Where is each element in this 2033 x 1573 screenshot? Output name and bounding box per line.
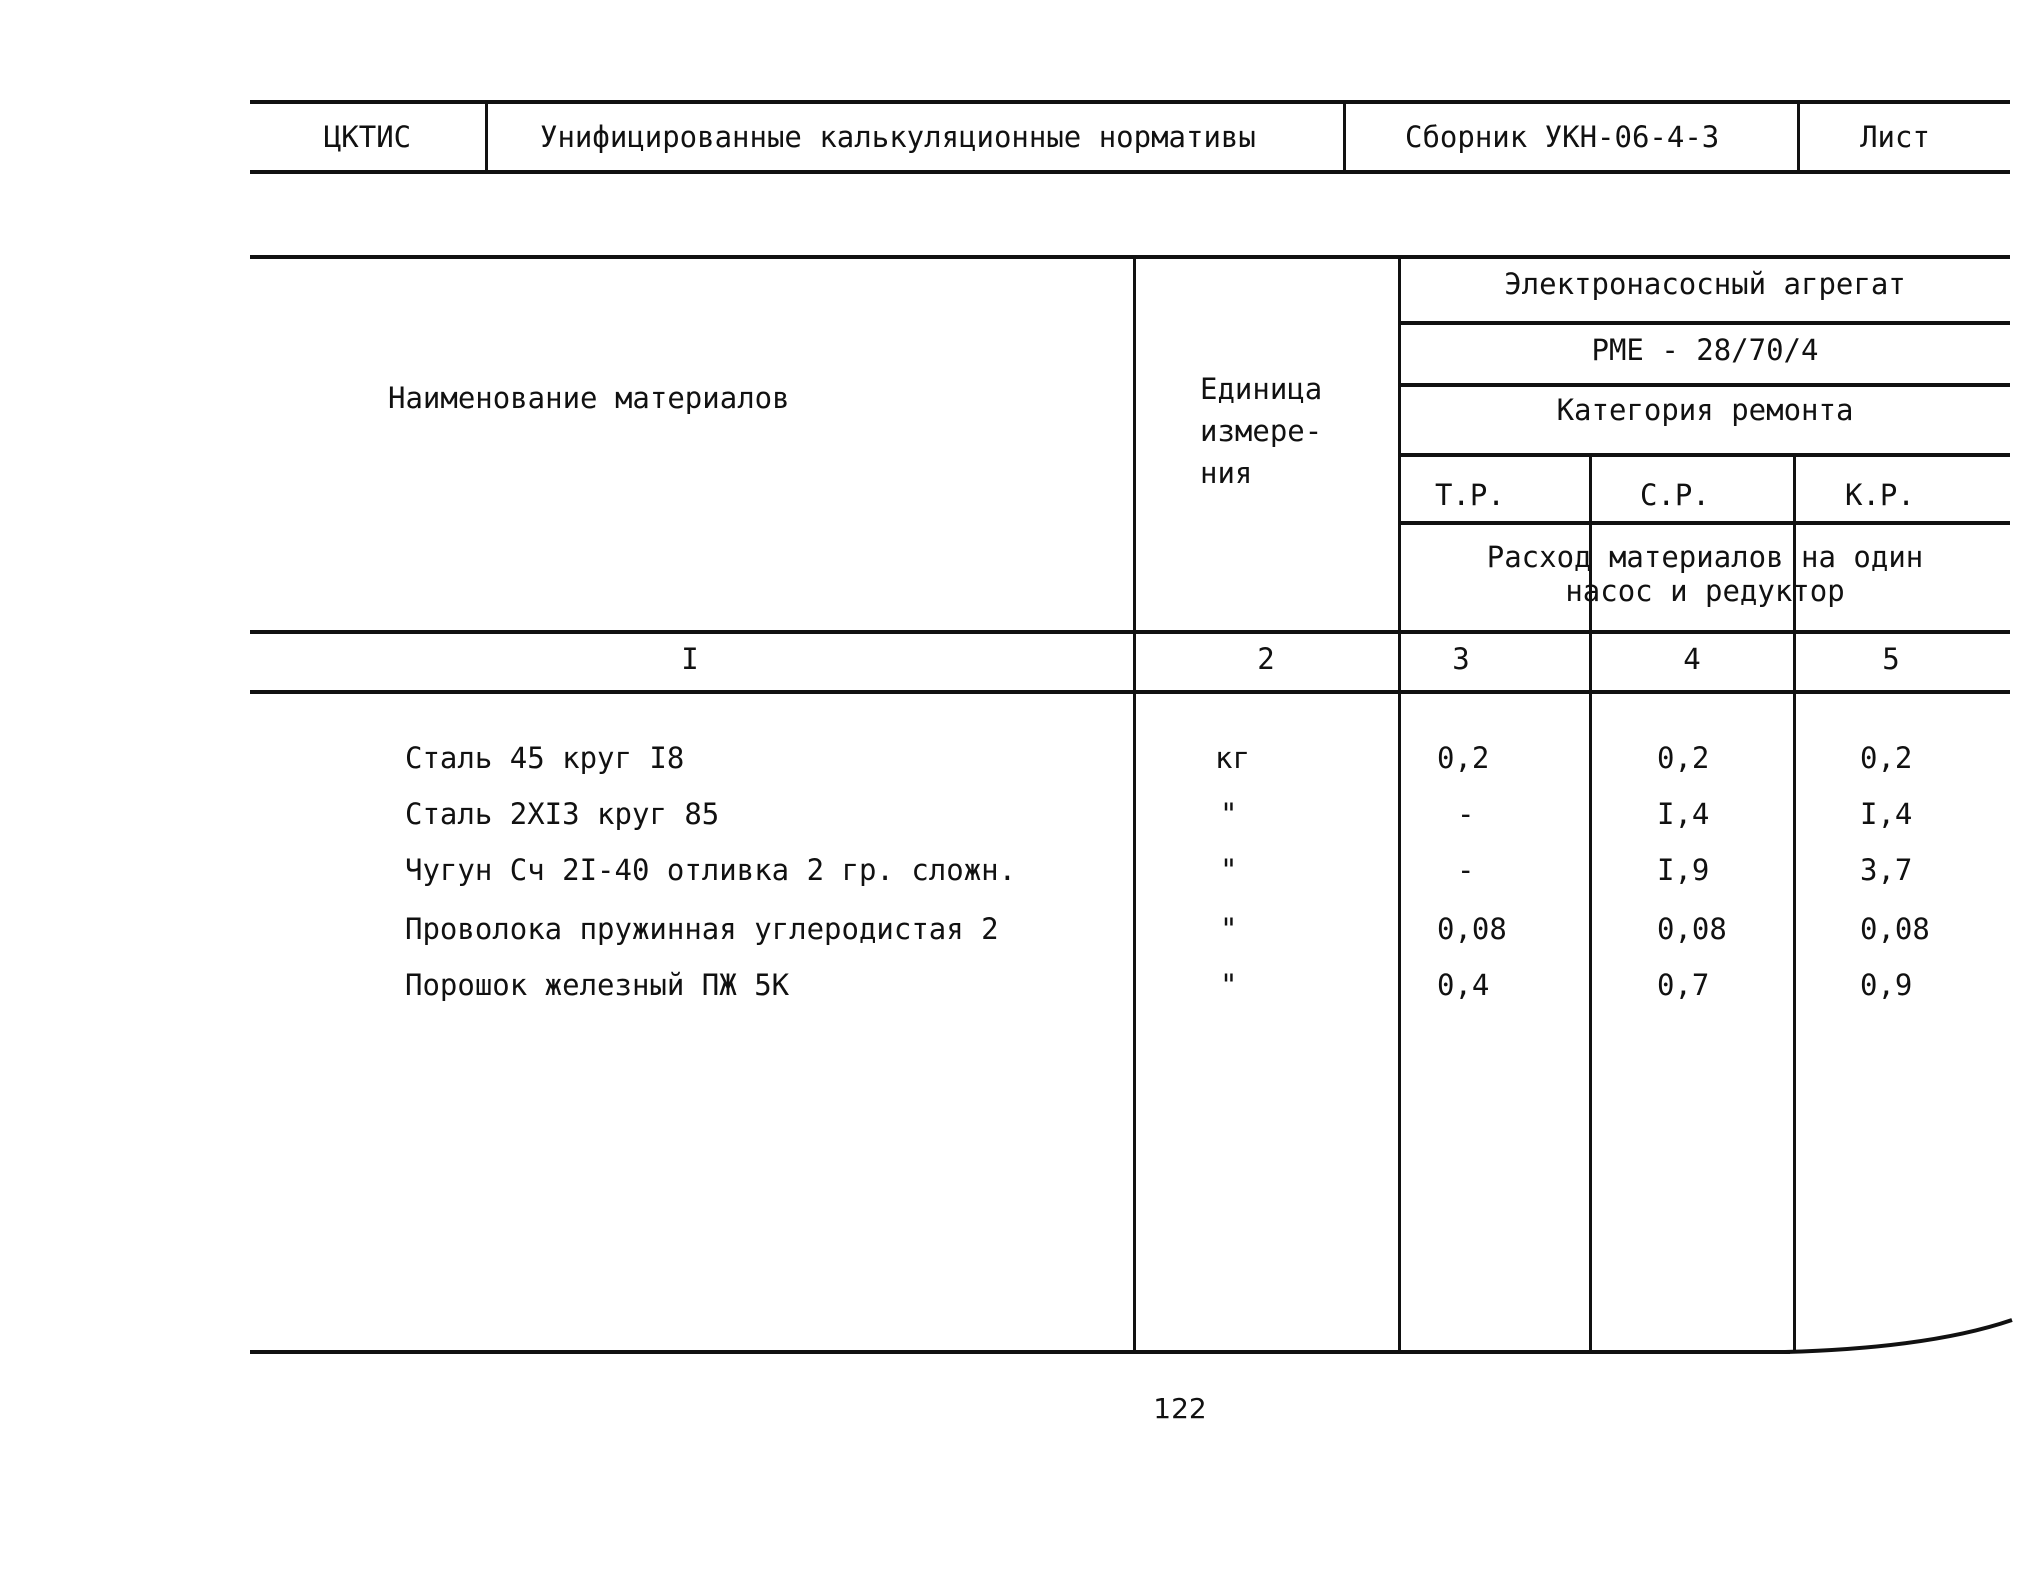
header-org: ЦКТИС	[323, 120, 412, 154]
value-tr: 0,2	[1437, 741, 1490, 775]
category-sr: С.Р.	[1640, 478, 1710, 512]
header-collection: Сборник УКН-06-4-3	[1405, 120, 1720, 154]
value-sr: I,4	[1657, 797, 1710, 831]
material-unit: "	[1220, 853, 1238, 887]
col1-header: Наименование материалов	[388, 381, 790, 415]
material-name: Чугун Сч 2I-40 отливка 2 гр. сложн.	[405, 853, 1017, 887]
value-kr: 0,2	[1860, 741, 1913, 775]
material-unit: "	[1220, 968, 1238, 1002]
value-tr: -	[1457, 797, 1475, 831]
model-header: РМЕ - 28/70/4	[1591, 333, 1819, 367]
value-tr: -	[1457, 853, 1475, 887]
col2-header-line: измере-	[1200, 414, 1323, 448]
material-name: Сталь 45 круг I8	[405, 741, 685, 775]
value-kr: 3,7	[1860, 853, 1913, 887]
column-number: 2	[1257, 642, 1275, 676]
col2-header-line: ния	[1200, 456, 1253, 490]
value-sr: 0,08	[1657, 912, 1727, 946]
header-title: Унифицированные калькуляционные нормативы	[540, 120, 1256, 154]
column-number: 3	[1452, 642, 1470, 676]
page-number: 122	[1153, 1392, 1207, 1425]
category-kr: К.Р.	[1845, 478, 1915, 512]
column-divider	[1589, 632, 1592, 1352]
material-unit: "	[1220, 912, 1238, 946]
material-name: Проволока пружинная углеродистая 2	[405, 912, 999, 946]
column-number: 4	[1683, 642, 1701, 676]
material-name: Сталь 2ХI3 круг 85	[405, 797, 720, 831]
value-tr: 0,08	[1437, 912, 1507, 946]
category-tr: Т.Р.	[1435, 478, 1505, 512]
consumption-header-line: Расход материалов на один	[1486, 540, 1924, 574]
column-number: 5	[1882, 642, 1900, 676]
value-sr: 0,2	[1657, 741, 1710, 775]
value-sr: I,9	[1657, 853, 1710, 887]
column-number: I	[681, 642, 699, 676]
material-unit: "	[1220, 797, 1238, 831]
material-unit: кг	[1215, 741, 1250, 775]
consumption-header-line: насос и редуктор	[1565, 574, 1845, 608]
col2-header-line: Единица	[1200, 372, 1323, 406]
material-name: Порошок железный ПЖ 5К	[405, 968, 790, 1002]
column-divider	[1793, 632, 1796, 1352]
value-kr: I,4	[1860, 797, 1913, 831]
value-tr: 0,4	[1437, 968, 1490, 1002]
group-header: Электронасосный агрегат	[1504, 267, 1906, 301]
value-kr: 0,08	[1860, 912, 1930, 946]
category-header: Категория ремонта	[1556, 393, 1854, 427]
value-kr: 0,9	[1860, 968, 1913, 1002]
header-sheet-label: Лист	[1860, 120, 1930, 154]
column-divider	[1133, 257, 1136, 1352]
value-sr: 0,7	[1657, 968, 1710, 1002]
